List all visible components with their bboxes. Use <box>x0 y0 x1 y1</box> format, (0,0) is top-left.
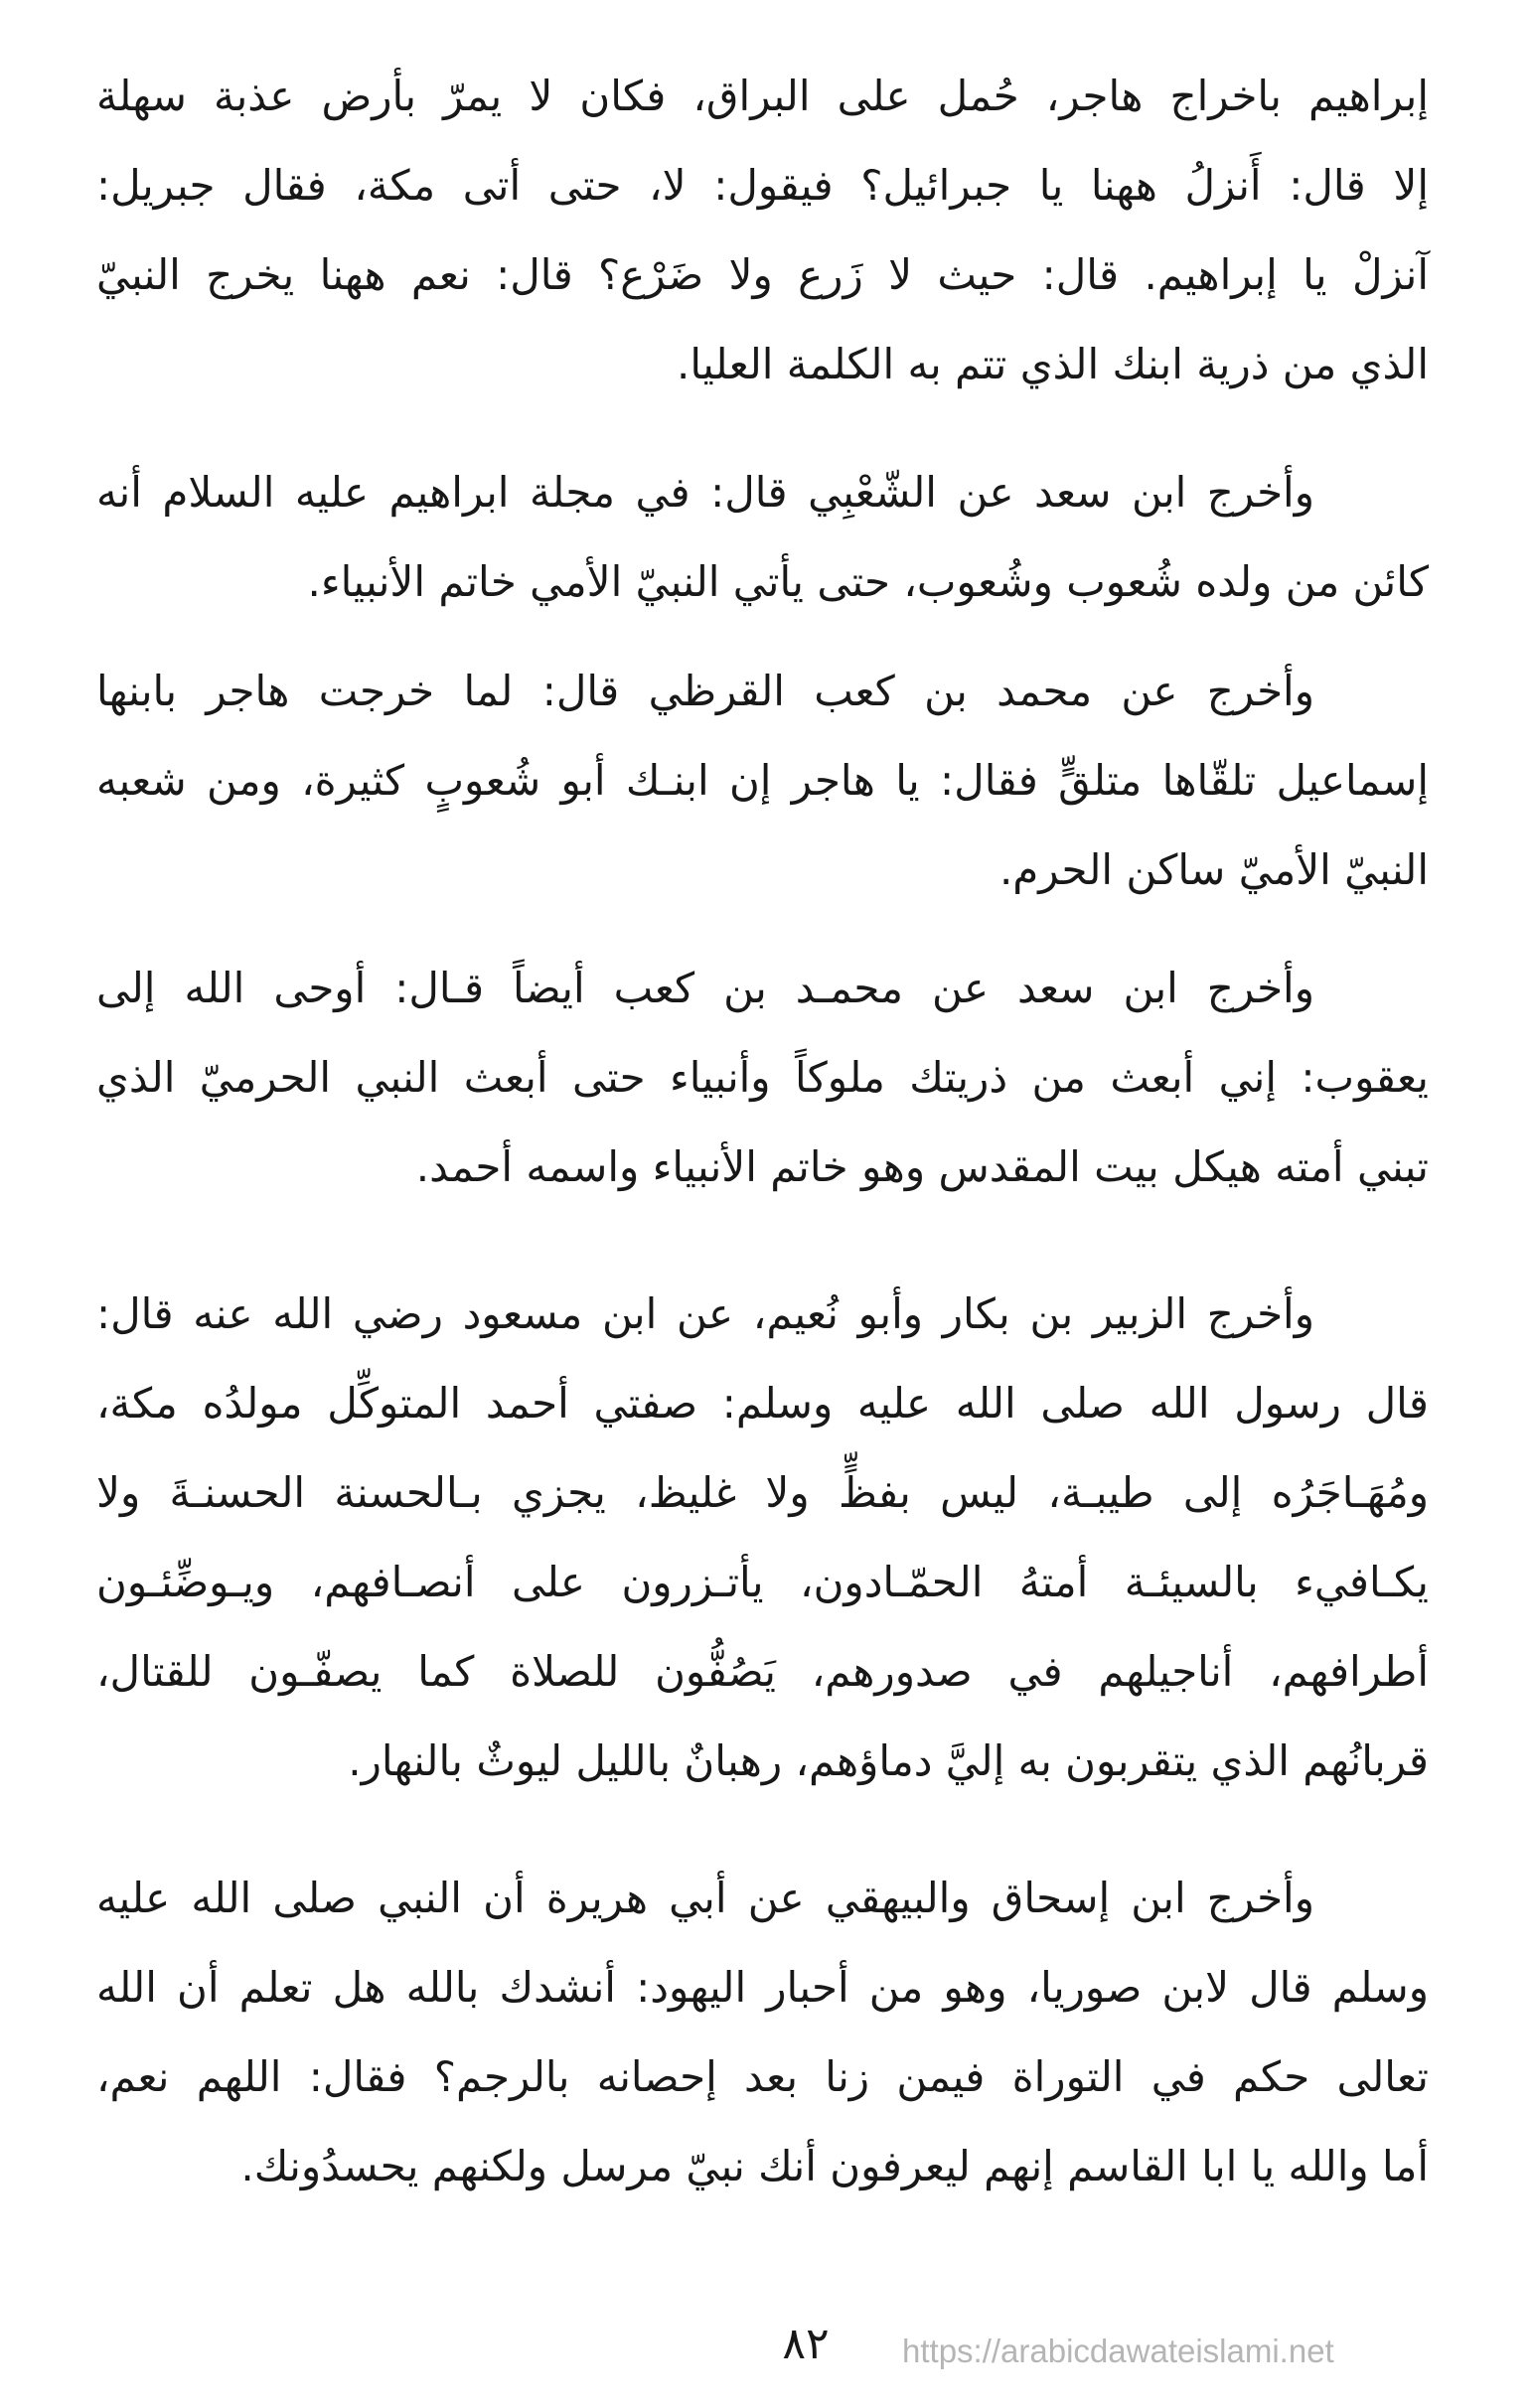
text-line: وأخرج الزبير بن بكار وأبو نُعيم، عن ابن مسعود رضي الله عنه قال: <box>96 1289 1314 1338</box>
text-line: يعقوب: إني أبعث من ذريتك ملوكاً وأنبياء حتى أبعث النبي الحرميّ الذي <box>96 1053 1429 1102</box>
text-line: وأخرج عن محمد بن كعب القرظي قال: لما خرجت هاجر بابنها <box>96 667 1314 715</box>
text-line: يكـافيء بالسيئـة أمتهُ الحمّـادون، يأتـزرون على أنصـافهم، ويـوضِّئـون <box>96 1558 1429 1606</box>
paragraph <box>96 1270 1429 1806</box>
text-line: أما والله يا ابا القاسم إنهم ليعرفون أنك نبيّ مرسل ولكنهم يحسدُونك. <box>240 2142 1429 2190</box>
text-line: قربانُهم الذي يتقربون به إليَّ دماؤهم، رهبانٌ بالليل ليوثٌ بالنهار. <box>348 1736 1429 1785</box>
paragraph <box>96 647 1429 915</box>
page-number: ٨٢ <box>782 2319 830 2369</box>
text-line: تبني أمته هيكل بيت المقدس وهو خاتم الأنبياء واسمه أحمد. <box>415 1142 1429 1191</box>
watermark-url: https://arabicdawateislami.net <box>902 2333 1334 2369</box>
text-line: تعالى حكم في التوراة فيمن زنا بعد إحصانه بالرجم؟ فقال: اللهم نعم، <box>96 2052 1429 2101</box>
text-line: إبراهيم باخراج هاجر، حُمل على البراق، فكان لا يمرّ بأرض عذبة سهلة <box>96 72 1429 120</box>
paragraph <box>96 52 1429 409</box>
paragraph <box>96 1854 1429 2211</box>
text-line: إسماعيل تلقّاها متلقٍّ فقال: يا هاجر إن ابنـك أبو شُعوبٍ كثيرة، ومن شعبه <box>96 756 1429 805</box>
text-line: كائن من ولده شُعوب وشُعوب، حتى يأتي النبيّ الأمي خاتم الأنبياء. <box>307 557 1429 606</box>
text-line: وأخرج ابن إسحاق والبيهقي عن أبي هريرة أن النبي صلى الله عليه <box>96 1874 1314 1922</box>
text-block <box>96 52 1429 2211</box>
text-line: الذي من ذرية ابنك الذي تتم به الكلمة العليا. <box>676 340 1429 388</box>
text-line: إلا قال: أَنزلُ ههنا يا جبرائيل؟ فيقول: لا، حتى أتى مكة، فقال جبريل: <box>96 161 1429 210</box>
paragraph <box>96 944 1429 1212</box>
text-line: وأخرج ابن سعد عن الشّعْبِي قال: في مجلة ابراهيم عليه السلام أنه <box>96 468 1314 517</box>
paragraph <box>96 448 1429 627</box>
text-line: وأخرج ابن سعد عن محمـد بن كعب أيضاً قـال: أوحى الله إلى <box>96 964 1314 1012</box>
text-line: النبيّ الأميّ ساكن الحرم. <box>998 845 1429 894</box>
text-line: قال رسول الله صلى الله عليه وسلم: صفتي أحمد المتوكِّل مولدُه مكة، <box>96 1379 1429 1428</box>
text-line: آنزلْ يا إبراهيم. قال: حيث لا زَرع ولا ضَرْع؟ قال: نعم ههنا يخرج النبيّ <box>96 250 1429 299</box>
text-line: ومُهَـاجَرُه إلى طيبـة، ليس بفظٍّ ولا غليظ، يجزي بـالحسنة الحسنـةَ ولا <box>96 1468 1429 1517</box>
text-line: أطرافهم، أناجيلهم في صدورهم، يَصُفُّون للصلاة كما يصفّـون للقتال، <box>96 1647 1429 1696</box>
text-line: وسلم قال لابن صوريا، وهو من أحبار اليهود: أنشدك بالله هل تعلم أن الله <box>96 1963 1429 2012</box>
